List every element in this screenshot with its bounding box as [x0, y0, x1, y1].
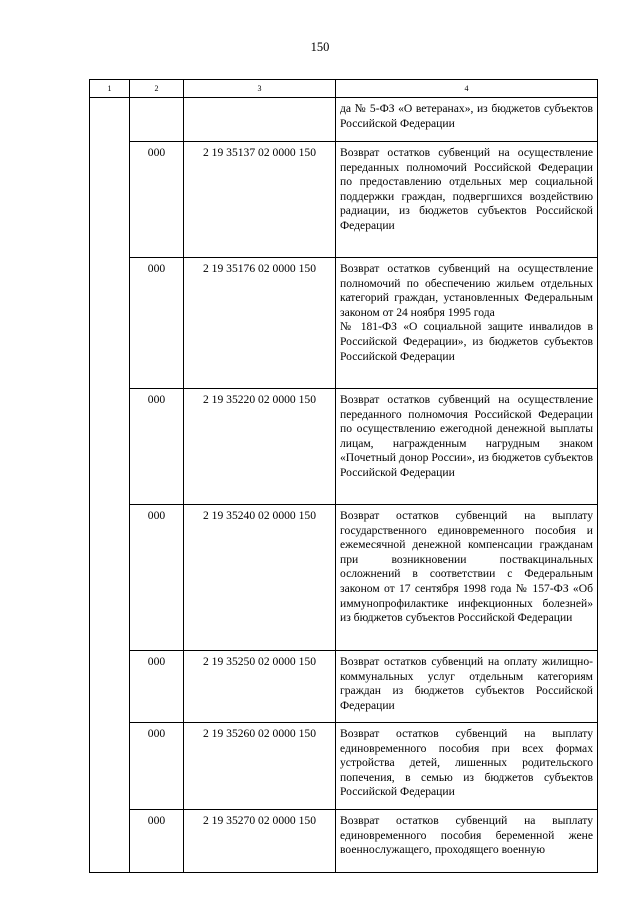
- code-cell: 2 19 35260 02 0000 150: [184, 723, 336, 810]
- code-cell: 2 19 35250 02 0000 150: [184, 651, 336, 723]
- table-row: [90, 258, 598, 389]
- table-row: [90, 505, 598, 651]
- table-row-continuation: [90, 98, 598, 142]
- admin-cell: 000: [130, 142, 184, 258]
- description-cell: Возврат остатков субвенций на выплату единовременного пособия беременной жене военнослужащего, проходящего военную: [336, 810, 598, 873]
- description-part-2: № 181-ФЗ «О социальной защите инвалидов в Российской Федерации», из бюджетов субъектов Российской Федерации: [340, 320, 593, 363]
- column-header-4: 4: [336, 80, 598, 98]
- admin-cell: 000: [130, 651, 184, 723]
- table-row: [90, 810, 598, 873]
- admin-cell: 000: [130, 258, 184, 389]
- column-header-1: 1: [90, 80, 130, 98]
- code-cell: 2 19 35220 02 0000 150: [184, 389, 336, 505]
- description-cell: Возврат остатков субвенций на осуществление переданных полномочий Российской Федерации по предоставлению отдельных мер социальной поддержки граждан, подвергшихся воздействию радиации, из бюджетов субъектов Российской Федерации: [336, 142, 598, 258]
- description-cell: [336, 258, 598, 389]
- column-header-3: 3: [184, 80, 336, 98]
- code-cell: 2 19 35176 02 0000 150: [184, 258, 336, 389]
- code-cell: 2 19 35270 02 0000 150: [184, 810, 336, 873]
- admin-cell: 000: [130, 723, 184, 810]
- description-cell: Возврат остатков субвенций на выплату государственного единовременного пособия и ежемесячной денежной компенсации гражданам при возникновении поствакцинальных осложнений в соответствии с Федеральным законом от 17 сентября 1998 года № 157-ФЗ «Об иммунопрофилактике инфекционных болезней» из бюджетов субъектов Российской Федерации: [336, 505, 598, 651]
- admin-cell: [130, 98, 184, 142]
- table-row: [90, 389, 598, 505]
- table-header-row: [90, 80, 598, 98]
- admin-cell: 000: [130, 389, 184, 505]
- description-part-1: Возврат остатков субвенций на осуществление полномочий по обеспечению жильем отдельных категорий граждан, установленных Федеральным законом от 24 ноября 1995 года: [340, 262, 593, 319]
- code-cell: 2 19 35240 02 0000 150: [184, 505, 336, 651]
- page-number: 150: [310, 40, 330, 54]
- description-cell: Возврат остатков субвенций на оплату жилищно-коммунальных услуг отдельным категориям граждан из бюджетов субъектов Российской Федерации: [336, 651, 598, 723]
- column-1-cell: [90, 98, 130, 873]
- table-row: [90, 723, 598, 810]
- admin-cell: 000: [130, 505, 184, 651]
- code-cell: [184, 98, 336, 142]
- description-cell: Возврат остатков субвенций на выплату единовременного пособия при всех формах устройства детей, лишенных родительского попечения, в семью из бюджетов субъектов Российской Федерации: [336, 723, 598, 810]
- code-cell: 2 19 35137 02 0000 150: [184, 142, 336, 258]
- description-cell: Возврат остатков субвенций на осуществление переданного полномочия Российской Федерации по осуществлению ежегодной денежной выплаты лицам, награжденным нагрудным знаком «Почетный донор России», из бюджетов субъектов Российской Федерации: [336, 389, 598, 505]
- admin-cell: 000: [130, 810, 184, 873]
- column-header-2: 2: [130, 80, 184, 98]
- budget-codes-table: [89, 79, 598, 873]
- description-cell: да № 5-ФЗ «О ветеранах», из бюджетов субъектов Российской Федерации: [336, 98, 598, 142]
- table-row: [90, 651, 598, 723]
- table-row: [90, 142, 598, 258]
